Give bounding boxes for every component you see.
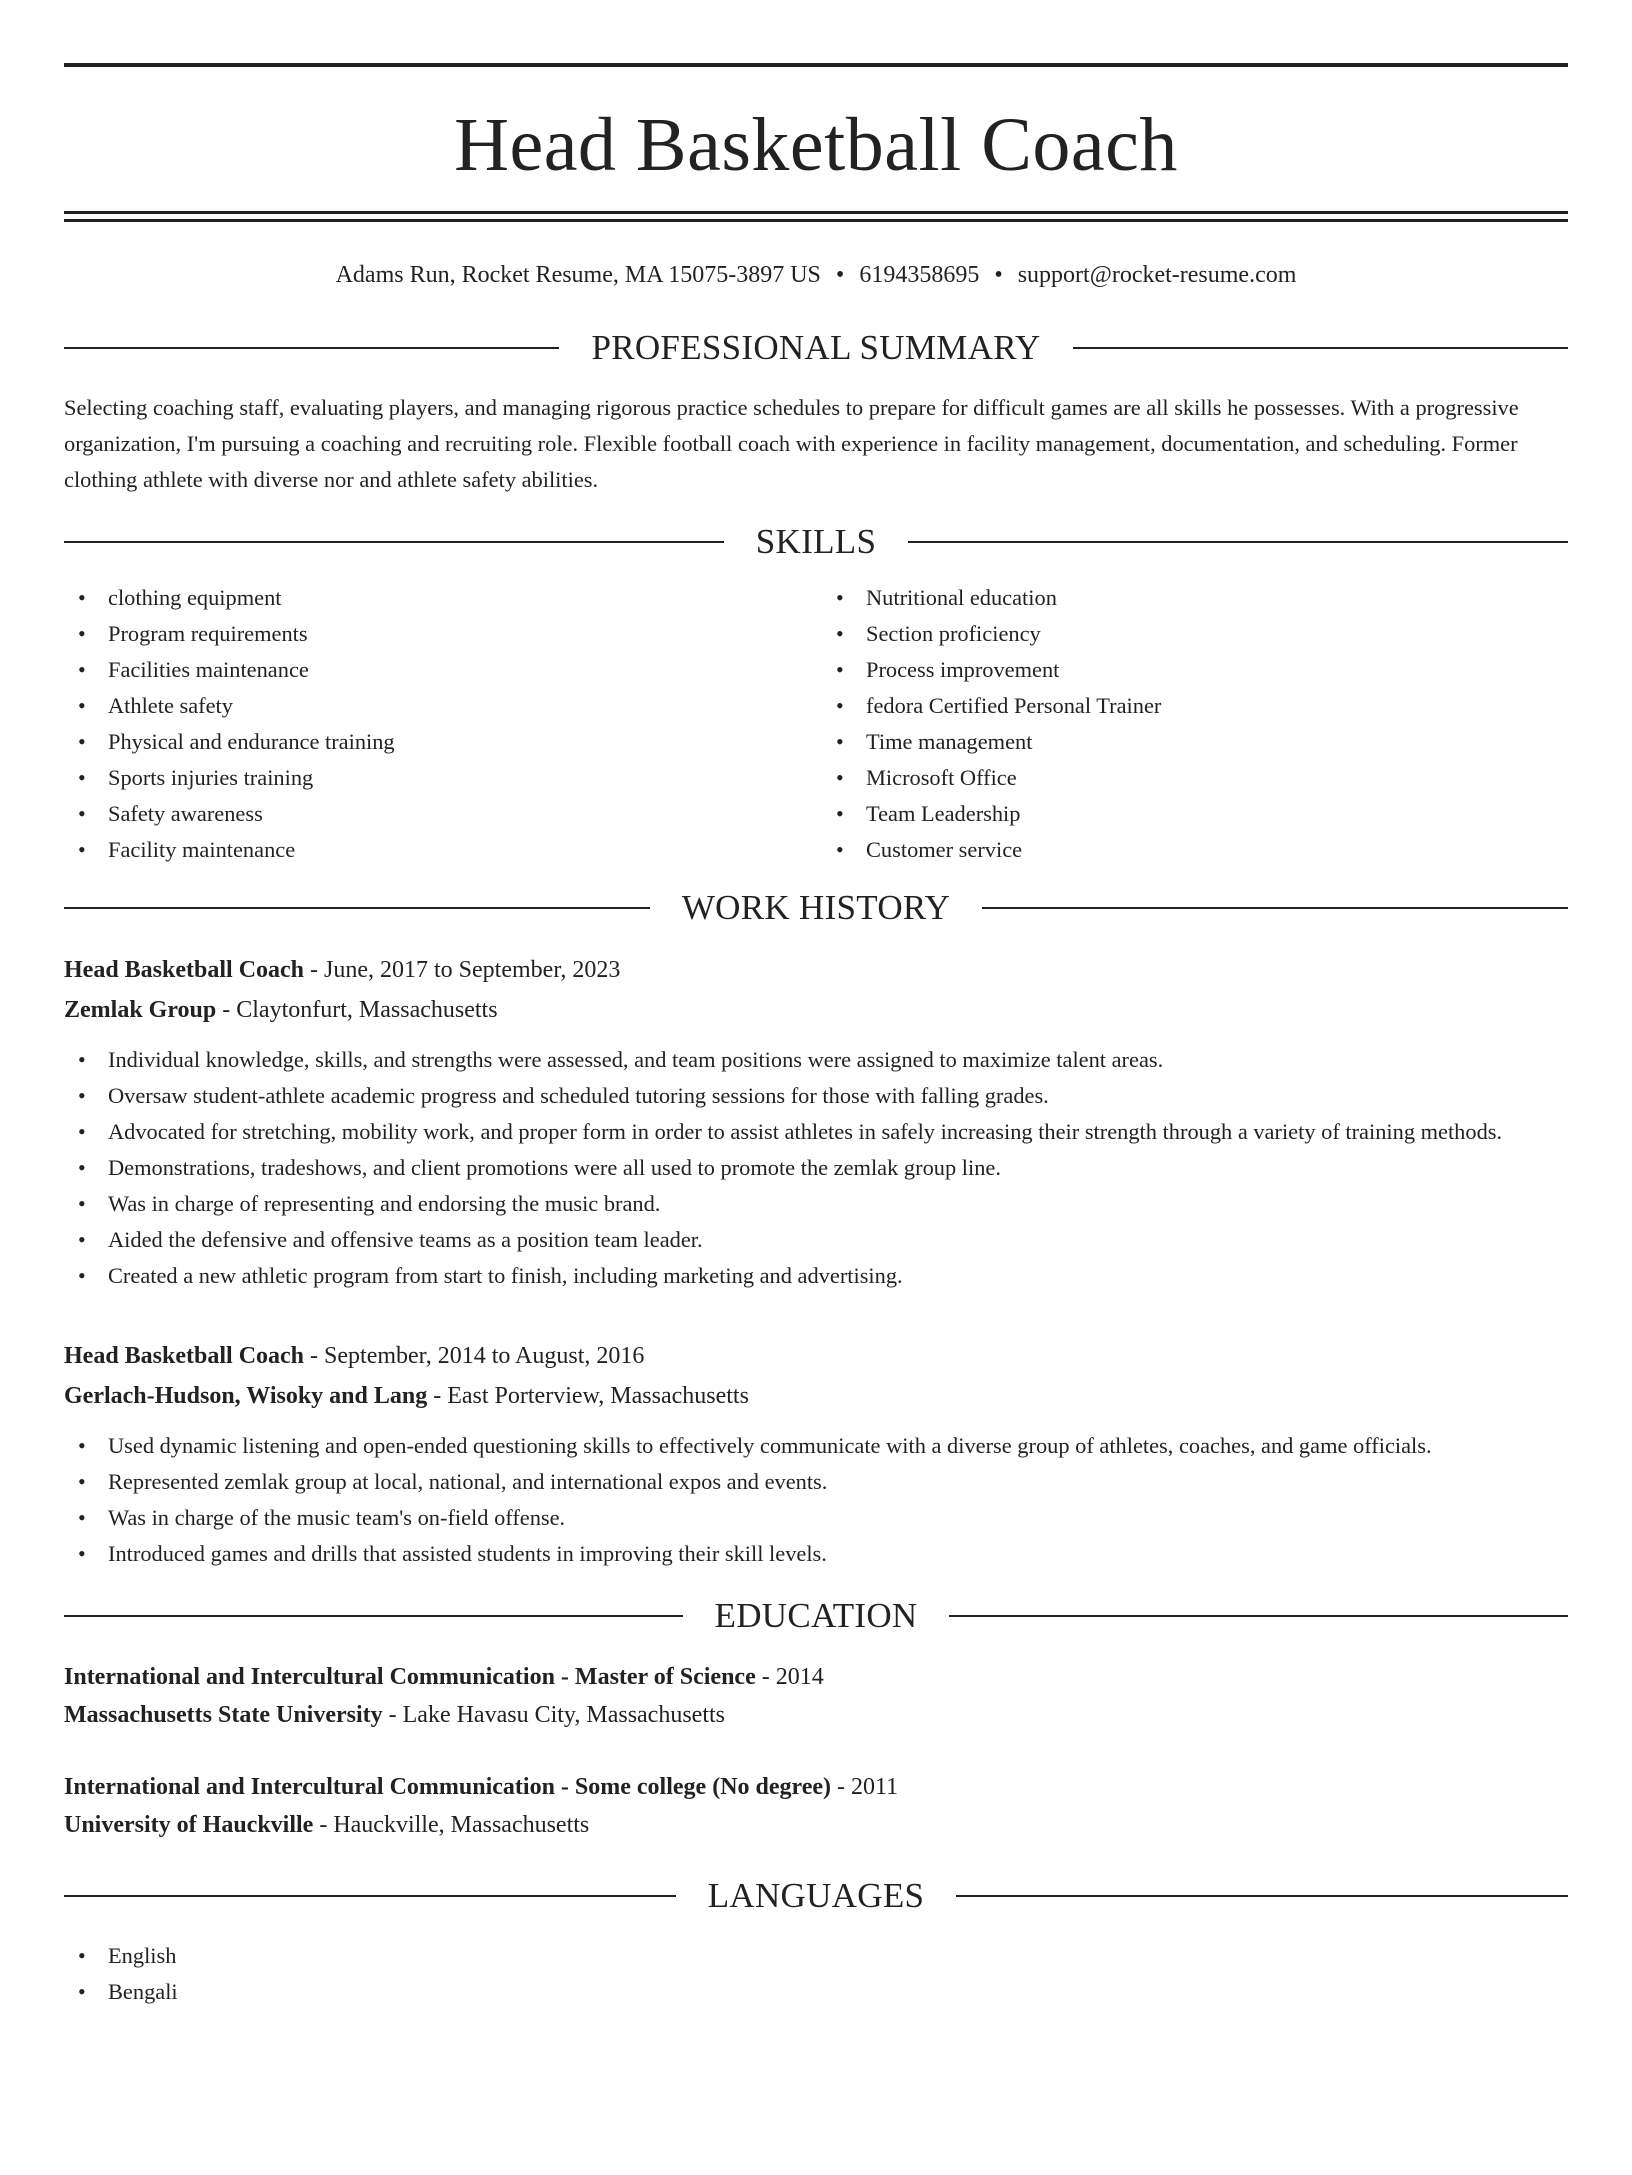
job-company: Gerlach-Hudson, Wisoky and Lang: [64, 1383, 428, 1409]
heading-rule: [64, 541, 724, 543]
heading-rule: [949, 1615, 1568, 1617]
education-program-line: [64, 1768, 1568, 1806]
skill-item: • Microsoft Office: [822, 760, 1568, 796]
skill-item: • Athlete safety: [64, 688, 816, 724]
job-bullets: [64, 1042, 1568, 1294]
heading-rule: [1073, 347, 1568, 349]
job-title: Head Basketball Coach: [64, 1343, 305, 1369]
heading-rule: [64, 1895, 676, 1897]
job-entry: [64, 950, 1568, 1294]
job-bullet: • Aided the defensive and offensive teams as a position team leader.: [64, 1222, 1568, 1258]
skill-item: • Safety awareness: [64, 796, 816, 832]
job-bullet: • Was in charge of the music team's on-field offense.: [64, 1500, 1568, 1536]
job-title: Head Basketball Coach: [64, 957, 305, 983]
education-heading: [64, 1596, 1568, 1636]
job-bullet: • Advocated for stretching, mobility work, and proper form in order to assist athletes in safely increasing their strength through a variety of training methods.: [64, 1114, 1568, 1150]
summary-heading: [64, 328, 1568, 368]
job-entry: [64, 1336, 1568, 1572]
heading-rule: [64, 907, 650, 909]
skills-heading: [64, 522, 1568, 562]
skill-item: • fedora Certified Personal Trainer: [822, 688, 1568, 724]
skill-item: • Facility maintenance: [64, 832, 816, 868]
contact-separator: •: [994, 262, 1003, 288]
job-bullet: • Was in charge of representing and endorsing the music brand.: [64, 1186, 1568, 1222]
job-bullet: • Used dynamic listening and open-ended questioning skills to effectively communicate with a diverse group of athletes, coaches, and game officials.: [64, 1428, 1568, 1464]
section-title: EDUCATION: [714, 1596, 918, 1635]
skill-item: • Physical and endurance training: [64, 724, 816, 760]
education-school-line: [64, 1806, 1568, 1844]
job-bullet: • Represented zemlak group at local, national, and international expos and events.: [64, 1464, 1568, 1500]
education-school-line: [64, 1696, 1568, 1734]
job-bullet: • Demonstrations, tradeshows, and client promotions were all used to promote the zemlak group line.: [64, 1150, 1568, 1186]
education-school: University of Hauckville: [64, 1812, 314, 1838]
skill-item: • Time management: [822, 724, 1568, 760]
education-program-line: [64, 1658, 1568, 1696]
summary-text: Selecting coaching staff, evaluating players, and managing rigorous practice schedules to prepare for difficult games are all skills he possesses. With a progressive organization, I'm pursuing a coaching and recruiting role. Flexible football coach with experience in facility management, documentation, and scheduling. Former clothing athlete with diverse nor and athlete safety abilities.: [64, 395, 1519, 492]
contact-email: support@rocket-resume.com: [1017, 262, 1297, 288]
job-title-line: [64, 1336, 1568, 1376]
job-bullet: • Introduced games and drills that assisted students in improving their skill levels.: [64, 1536, 1568, 1572]
skill-item: • Section proficiency: [822, 616, 1568, 652]
heading-rule: [64, 1615, 683, 1617]
skill-item: • clothing equipment: [64, 580, 816, 616]
job-title-line: [64, 950, 1568, 990]
skill-item: • Facilities maintenance: [64, 652, 816, 688]
job-company: Zemlak Group: [64, 997, 217, 1023]
skills-column-left: [64, 580, 816, 868]
job-location: - Claytonfurt, Massachusetts: [216, 997, 498, 1023]
resume-page: [0, 63, 1632, 2175]
job-company-line: [64, 990, 1568, 1030]
section-title: SKILLS: [755, 522, 877, 561]
languages-heading: [64, 1876, 1568, 1916]
heading-rule: [956, 1895, 1568, 1897]
language-item: • English: [64, 1938, 1568, 1974]
section-title: PROFESSIONAL SUMMARY: [591, 328, 1041, 367]
section-title: LANGUAGES: [707, 1876, 925, 1915]
job-dates: - June, 2017 to September, 2023: [304, 957, 621, 983]
job-bullets: [64, 1428, 1568, 1572]
contact-separator: •: [835, 262, 845, 288]
education-year: - 2014: [755, 1664, 824, 1690]
skills-list: [64, 580, 1568, 868]
education-location: - Hauckville, Massachusetts: [313, 1812, 590, 1838]
heading-rule: [982, 907, 1568, 909]
resume-title: Head Basketball Coach: [454, 103, 1178, 187]
education-year: - 2011: [831, 1774, 899, 1800]
contact-phone: 6194358695: [859, 262, 980, 288]
job-bullet: • Individual knowledge, skills, and strengths were assessed, and team positions were assigned to maximize talent areas.: [64, 1042, 1568, 1078]
work-heading: [64, 888, 1568, 928]
job-bullet: • Created a new athletic program from start to finish, including marketing and advertising.: [64, 1258, 1568, 1294]
title-double-rule: [64, 211, 1568, 222]
skill-item: • Process improvement: [822, 652, 1568, 688]
contact-line: [64, 260, 1568, 290]
skill-item: • Team Leadership: [822, 796, 1568, 832]
top-rule: [64, 63, 1568, 67]
job-company-line: [64, 1376, 1568, 1416]
skill-item: • Program requirements: [64, 616, 816, 652]
education-school: Massachusetts State University: [64, 1702, 383, 1728]
heading-rule: [908, 541, 1568, 543]
education-program: International and Intercultural Communication - Master of Science: [64, 1664, 756, 1690]
education-location: - Lake Havasu City, Massachusetts: [382, 1702, 726, 1728]
contact-address: Adams Run, Rocket Resume, MA 15075-3897 US: [335, 262, 821, 288]
language-item: • Bengali: [64, 1974, 1568, 2010]
education-entry: [64, 1658, 1568, 1734]
skill-item: • Customer service: [822, 832, 1568, 868]
skill-item: • Sports injuries training: [64, 760, 816, 796]
languages-list: [64, 1938, 1568, 2010]
education-program: International and Intercultural Communication - Some college (No degree): [64, 1774, 832, 1800]
skill-item: • Nutritional education: [822, 580, 1568, 616]
heading-rule: [64, 347, 559, 349]
job-bullet: • Oversaw student-athlete academic progress and scheduled tutoring sessions for those with falling grades.: [64, 1078, 1568, 1114]
skills-column-right: [816, 580, 1568, 868]
job-location: - East Porterview, Massachusetts: [427, 1383, 749, 1409]
section-title: WORK HISTORY: [681, 888, 951, 927]
job-dates: - September, 2014 to August, 2016: [304, 1343, 645, 1369]
education-entry: [64, 1768, 1568, 1844]
